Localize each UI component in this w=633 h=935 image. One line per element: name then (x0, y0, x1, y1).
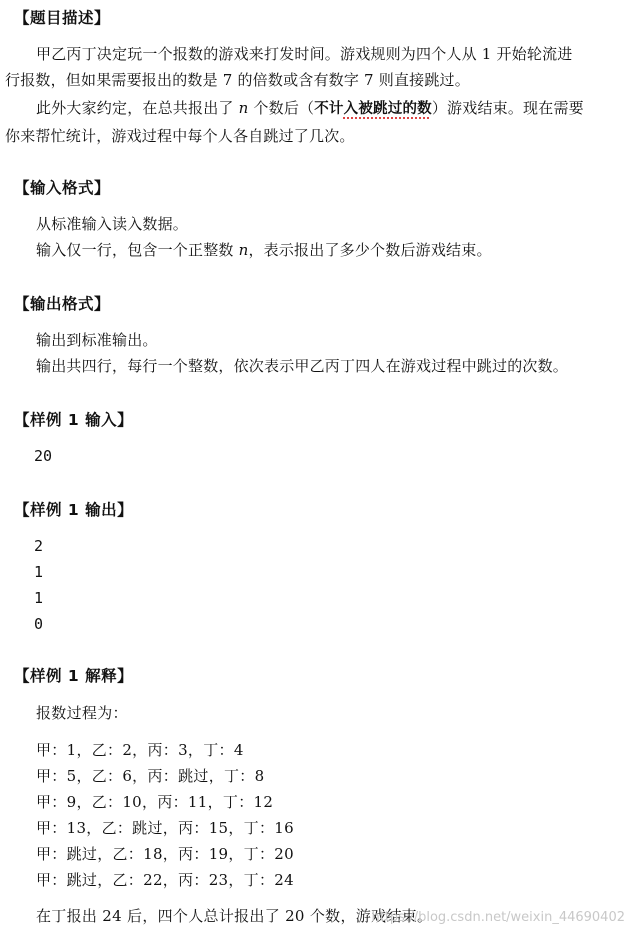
sample-output-value-4: 0 (34, 615, 44, 633)
description-p2-emph-b: 入被跳过的数 (343, 101, 432, 117)
description-p2-emph-a: 不计 (314, 101, 344, 117)
sample-explain-row-4: 甲：13，乙：跳过，丙：15，丁：16 (36, 819, 294, 837)
sample-explain-intro: 报数过程为： (36, 704, 128, 722)
sample-explain-row-2: 甲：5，乙：6，丙：跳过，丁：8 (36, 767, 265, 785)
input-format-heading: 【输入格式】 (14, 179, 111, 197)
blog-watermark: https://blog.csdn.net/weixin_44690402 (371, 910, 625, 925)
sample-output-value-2: 1 (34, 563, 44, 581)
description-p1-line1: 甲乙丙丁决定玩一个报数的游戏来打发时间。游戏规则为四个人从 1 开始轮流进 (36, 45, 573, 63)
input-format-line2 (36, 238, 492, 262)
description-p2-text-b: 个数后（ (248, 99, 315, 117)
description-p2-text-c: ）游戏结束。现在需要 (431, 99, 584, 117)
description-p2-text-a: 此外大家约定，在总共报出了 (36, 99, 239, 117)
description-p2-line1 (36, 96, 584, 121)
input-format-text-a: 输入仅一行，包含一个正整数 (36, 241, 239, 259)
sample-output-value-1: 2 (34, 537, 44, 555)
sample-output-value-3: 1 (34, 589, 44, 607)
sample-explain-row-1: 甲：1，乙：2，丙：3，丁：4 (36, 741, 244, 759)
description-p1-line2: 行报数，但如果需要报出的数是 7 的倍数或含有数字 7 则直接跳过。 (5, 71, 470, 89)
output-format-heading: 【输出格式】 (14, 295, 111, 313)
input-format-text-b: ，表示报出了多少个数后游戏结束。 (248, 241, 492, 259)
sample-input-heading: 【样例 1 输入】 (14, 411, 134, 429)
description-heading: 【题目描述】 (14, 9, 111, 27)
sample-explain-row-5: 甲：跳过，乙：18，丙：19，丁：20 (36, 845, 294, 863)
input-format-line1: 从标准输入读入数据。 (36, 215, 189, 233)
sample-explain-conclusion: 在丁报出 24 后，四个人总计报出了 20 个数，游戏结束。 (36, 907, 433, 925)
sample-output-heading: 【样例 1 输出】 (14, 501, 134, 519)
sample-explain-heading: 【样例 1 解释】 (14, 667, 134, 685)
description-p2-line2: 你来帮忙统计，游戏过程中每个人各自跳过了几次。 (5, 127, 355, 145)
sample-explain-row-3: 甲：9，乙：10，丙：11，丁：12 (36, 793, 274, 811)
sample-input-value: 20 (34, 447, 53, 465)
description-p2-var: n (238, 99, 249, 117)
output-format-line2: 输出共四行，每行一个整数，依次表示甲乙丙丁四人在游戏过程中跳过的次数。 (36, 357, 569, 375)
output-format-line1: 输出到标准输出。 (36, 331, 158, 349)
sample-explain-row-6: 甲：跳过，乙：22，丙：23，丁：24 (36, 871, 294, 889)
input-format-var: n (238, 241, 249, 259)
